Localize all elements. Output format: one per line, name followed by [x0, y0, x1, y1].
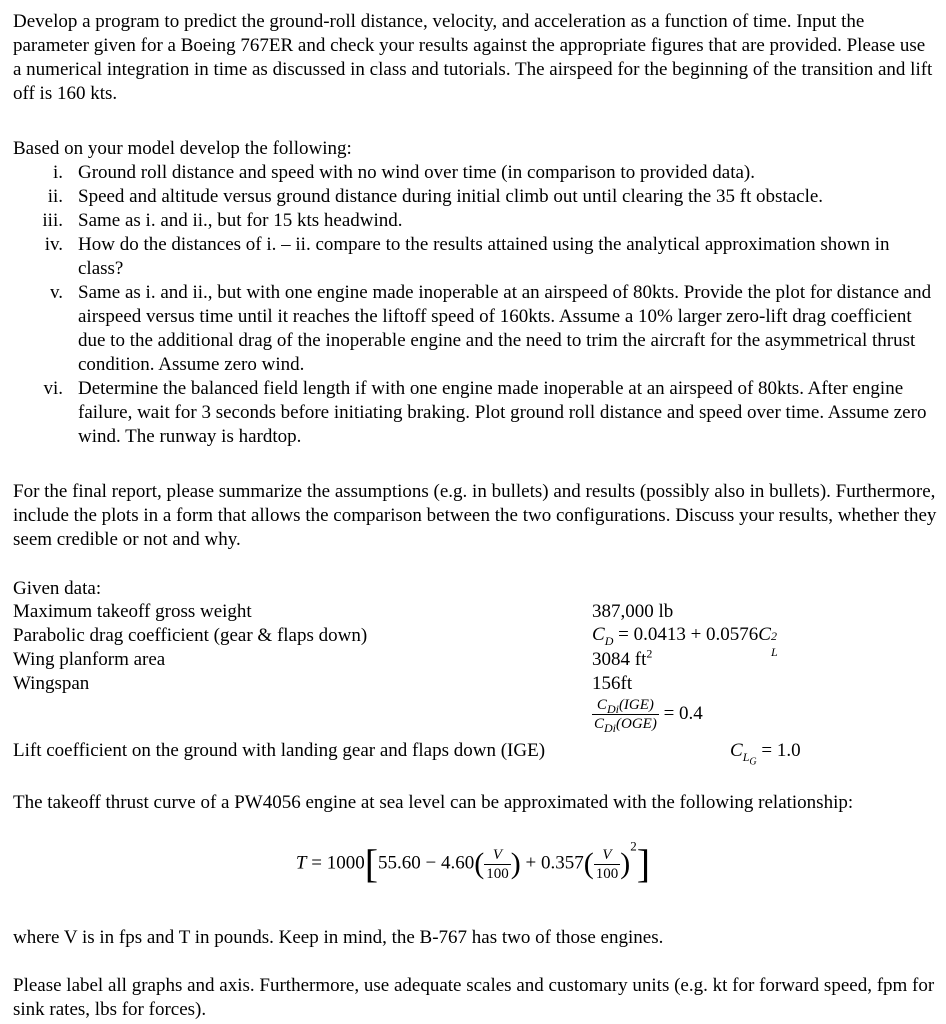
wing-area-unit-exponent: 2	[646, 646, 653, 661]
cl-subscript: L	[742, 749, 750, 764]
ratio-denominator-subscript: Di	[604, 721, 617, 735]
drag-cl-symbol: C	[758, 624, 771, 645]
ratio-numerator-arg: (IGE)	[618, 697, 654, 713]
drag-formula-rhs: = 0.0413 + 0.0576	[613, 624, 759, 645]
list-item	[13, 281, 938, 377]
final-report-paragraph: For the final report, please summarize the assumptions (e.g. in bullets) and results (possibly also in bullets). Furthermore, include the plots in a form that allows the comparison between the two configurations. Discuss your results, whether they seem credible or not and why.	[13, 481, 937, 550]
item-number: iii.	[42, 210, 63, 231]
cl-value: = 1.0	[756, 740, 801, 761]
item-text: Ground roll distance and speed with no wind over time (in comparison to provided data).	[78, 162, 755, 183]
item-number: i.	[52, 162, 63, 183]
drag-label: Parabolic drag coefficient (gear & flaps down)	[13, 625, 368, 646]
given-data-section	[13, 577, 938, 767]
mtow-value: 387,000 lb	[592, 601, 674, 622]
wing-area-value	[592, 648, 652, 672]
fraction-1-denominator: 100	[486, 865, 509, 882]
lift-coefficient-label: Lift coefficient on the ground with landing gear and flaps down (IGE)	[13, 740, 546, 761]
task-list	[13, 161, 938, 449]
drag-cd-subscript: D	[604, 633, 614, 648]
item-text: Same as i. and ii., but for 15 kts headwind.	[78, 210, 403, 231]
list-item	[13, 185, 938, 209]
labeling-note-paragraph: Please label all graphs and axis. Furthermore, use adequate scales and customary units (e.g. kt for forward speed, fpm for sink rates, lbs for forces).	[13, 975, 935, 1020]
fraction-2-numerator: V	[594, 846, 621, 865]
thrust-term-2: + 0.357	[520, 852, 584, 874]
ratio-numerator-symbol: C	[596, 697, 607, 713]
ratio-denominator-arg: (OGE)	[616, 716, 657, 732]
wingspan-label: Wingspan	[13, 673, 90, 694]
list-item	[13, 233, 938, 281]
right-paren-icon: )	[510, 847, 521, 880]
fraction-1-numerator: V	[484, 846, 511, 865]
given-data-title: Given data:	[13, 578, 102, 599]
drag-formula: $C_D = 0.0413 + 0.0576C$ 2 L	[592, 624, 778, 659]
list-item	[13, 161, 938, 185]
item-text: Determine the balanced field length if with one engine made inoperable at an airspeed of 80kts. After engine failure, wait for 3 seconds before initiating braking. Plot ground roll distance and speed over time. Assume zero wind. The runway is hardtop.	[78, 378, 927, 447]
right-paren-icon: )	[620, 847, 631, 880]
drag-cd-symbol: C	[592, 624, 605, 645]
item-text: Speed and altitude versus ground distance during initial climb out until clearing the 35 ft obstacle.	[78, 186, 824, 207]
fraction-2-denominator: 100	[595, 865, 619, 882]
left-bracket-icon: [	[364, 841, 379, 886]
ratio-numerator-subscript: Di	[606, 702, 619, 716]
where-paragraph: where V is in fps and T in pounds. Keep in mind, the B-767 has two of those engines.	[13, 927, 664, 948]
list-item	[13, 209, 938, 233]
item-number: v.	[49, 282, 63, 303]
item-text: How do the distances of i. – ii. compare to the results attained using the analytical approximation shown in class?	[78, 234, 890, 279]
list-heading: Based on your model develop the following:	[13, 138, 352, 159]
left-paren-icon: (	[474, 847, 485, 880]
mtow-label: Maximum takeoff gross weight	[13, 601, 252, 622]
thrust-intro-paragraph: The takeoff thrust curve of a PW4056 engine at sea level can be approximated with the following relationship:	[13, 792, 854, 813]
thrust-symbol: T	[295, 852, 307, 874]
wing-area-label: Wing planform area	[13, 649, 166, 670]
thrust-exponent: 2	[630, 838, 637, 854]
wing-area-number: 3084 ft	[592, 649, 647, 670]
cl-symbol: C	[730, 740, 743, 761]
right-bracket-icon: ]	[636, 841, 651, 886]
item-number: iv.	[44, 234, 63, 255]
thrust-formula	[0, 838, 946, 886]
intro-paragraph: Develop a program to predict the ground-roll distance, velocity, and acceleration as a function of time. Input the parameter given for a Boeing 767ER and check your results against the appropriate figures that are provided. Please use a numerical integration in time as discussed in class and tutorials. The airspeed for the beginning of the transition and lift off is 160 kts.	[13, 11, 933, 104]
item-text: Same as i. and ii., but with one engine made inoperable at an airspeed of 80kts. Provide the plot for distance and airspeed versus time until it reaches the liftoff speed of 160kts. Assume a 10% larger zero-lift drag coefficient due to the additional drag of the inoperable engine and the need to trim the aircraft for the asymmetrical thrust condition. Assume zero wind.	[78, 282, 932, 375]
item-number: ii.	[47, 186, 63, 207]
thrust-term-1: 55.60 − 4.60	[378, 852, 475, 874]
lift-coefficient-value	[730, 739, 801, 768]
induced-drag-ratio	[592, 696, 703, 733]
item-number: vi.	[43, 378, 63, 399]
left-paren-icon: (	[583, 847, 594, 880]
ratio-value: = 0.4	[658, 702, 703, 724]
thrust-coefficient: = 1000	[306, 852, 365, 874]
wingspan-value: 156ft	[592, 673, 633, 694]
list-item	[13, 377, 938, 449]
cl-subsubscript: G	[749, 756, 757, 768]
ratio-denominator-symbol: C	[594, 716, 605, 732]
